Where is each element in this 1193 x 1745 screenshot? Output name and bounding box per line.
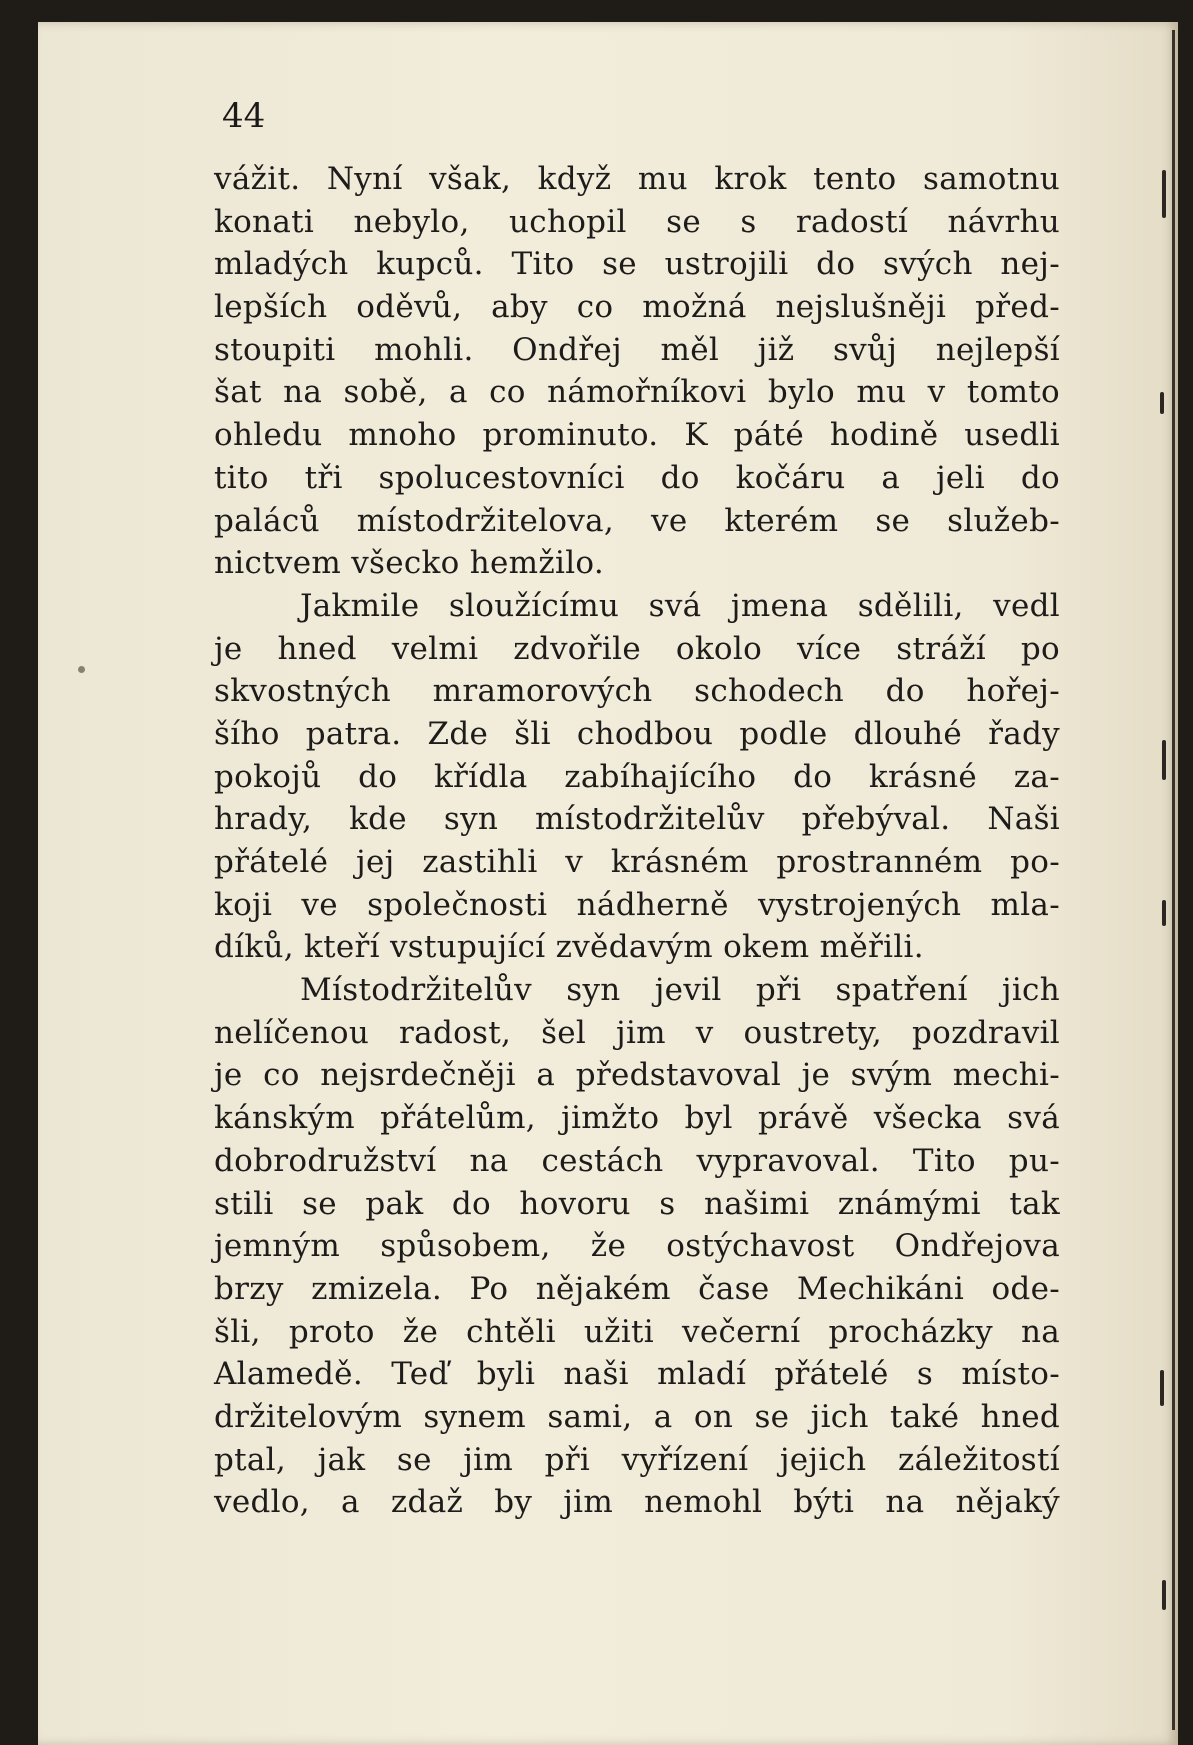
- text-line: stoupiti mohli. Ondřej měl již svůj nejlepší: [214, 331, 1060, 368]
- text-line: tito tři spolucestovníci do kočáru a jeli do: [214, 459, 1060, 496]
- page-number: 44: [222, 96, 266, 136]
- text-line: Alamedě. Teď byli naši mladí přátelé s místo-: [214, 1356, 1060, 1393]
- text-line: Jakmile sloužícímu svá jmena sdělili, vedl: [300, 587, 1060, 624]
- margin-mark: [1160, 392, 1164, 414]
- text-line: kánským přátelům, jimžto byl právě všecka svá: [214, 1100, 1060, 1137]
- text-line: brzy zmizela. Po nějakém čase Mechikáni ode-: [214, 1270, 1060, 1307]
- text-line: šli, proto že chtěli užiti večerní procházky na: [214, 1313, 1060, 1350]
- text-line: nelíčenou radost, šel jim v oustrety, pozdravil: [214, 1014, 1060, 1051]
- body-text: [214, 158, 1060, 1524]
- text-line: je hned velmi zdvořile okolo více stráží po: [214, 630, 1060, 667]
- margin-mark: [1162, 740, 1166, 780]
- text-line: vedlo, a zdaž by jim nemohl býti na nějaký: [214, 1484, 1060, 1521]
- text-line: hrady, kde syn místodržitelův přebýval. Naši: [214, 801, 1060, 838]
- text-line: stili se pak do hovoru s našimi známými tak: [214, 1185, 1060, 1222]
- text-line: přátelé jej zastihli v krásném prostranném po-: [214, 844, 1060, 880]
- text-line: paláců místodržitelova, ve kterém se služeb-: [214, 502, 1060, 539]
- text-line: koji ve společnosti nádherně vystrojených mla-: [214, 886, 1060, 923]
- text-line: skvostných mramorových schodech do hořej-: [214, 673, 1060, 710]
- margin-mark: [1162, 1580, 1166, 1610]
- margin-mark: [1162, 170, 1166, 218]
- text-line: šího patra. Zde šli chodbou podle dlouhé řady: [214, 715, 1060, 752]
- text-line: dobrodružství na cestách vypravoval. Tito pu-: [214, 1142, 1060, 1179]
- text-line: ohledu mnoho prominuto. K páté hodině usedli: [214, 417, 1060, 454]
- text-line: Místodržitelův syn jevil při spatření jich: [300, 972, 1060, 1009]
- text-line: konati nebylo, uchopil se s radostí návrhu: [214, 203, 1060, 240]
- text-line: šat na sobě, a co námořníkovi bylo mu v tomto: [214, 374, 1060, 411]
- text-line: lepších oděvů, aby co možná nejslušněji před-: [214, 289, 1060, 326]
- text-line: nictvem všecko hemžilo.: [214, 545, 604, 582]
- text-line: mladých kupců. Tito se ustrojili do svých nej-: [214, 246, 1060, 283]
- text-line: díků, kteří vstupující zvědavým okem měřili.: [214, 929, 924, 966]
- text-line: vážit. Nyní však, když mu krok tento samotnu: [214, 161, 1060, 197]
- text-line: držitelovým synem sami, a on se jich také hned: [214, 1398, 1060, 1435]
- text-line: ptal, jak se jim při vyřízení jejich záležitostí: [214, 1441, 1060, 1478]
- margin-mark: [1160, 1370, 1164, 1406]
- margin-mark: [1162, 900, 1166, 926]
- page-edge-shadow: [1172, 30, 1175, 1730]
- margin-dot: [78, 666, 85, 673]
- text-line: jemným spůsobem, že ostýchavost Ondřejova: [214, 1228, 1060, 1265]
- text-line: pokojů do křídla zabíhajícího do krásné za-: [214, 758, 1060, 795]
- text-line: je co nejsrdečněji a představoval je svým mechi-: [214, 1057, 1060, 1094]
